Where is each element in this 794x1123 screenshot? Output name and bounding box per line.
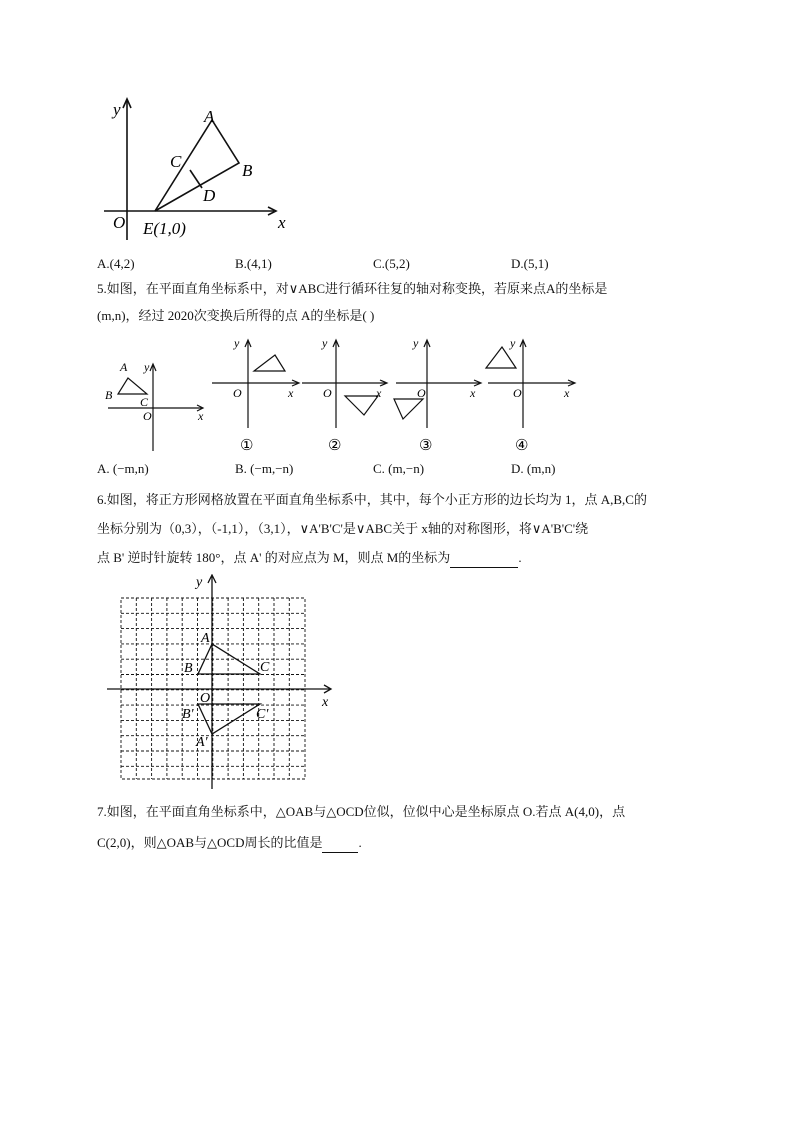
q6-text-line3: 点 B' 逆时针旋转 180°，点 A' 的对应点为 M，则点 M的坐标为 . xyxy=(97,549,522,568)
fig1-x-label: x xyxy=(278,213,286,232)
svg-text:O: O xyxy=(233,386,242,400)
svg-text:A': A' xyxy=(196,735,208,750)
q5-text-line1: 5.如图，在平面直角坐标系中，对∨ABC进行循环往复的轴对称变换，若原来点A的坐标是 xyxy=(97,281,608,296)
svg-text:x: x xyxy=(564,386,570,400)
svg-text:x: x xyxy=(198,409,204,423)
svg-text:A: A xyxy=(201,631,210,646)
svg-text:A: A xyxy=(120,360,128,374)
fig1-point-a: A xyxy=(204,107,215,126)
triangle-a1b1c1 xyxy=(198,704,260,734)
svg-text:x: x xyxy=(470,386,476,400)
svg-text:O: O xyxy=(513,386,522,400)
segment-cd xyxy=(190,170,202,188)
answer-blank[interactable] xyxy=(450,549,518,568)
figure-q5 xyxy=(100,333,590,458)
svg-text:y: y xyxy=(510,336,516,350)
svg-text:B: B xyxy=(184,661,193,676)
fig1-origin-label: O xyxy=(113,213,126,232)
svg-text:O: O xyxy=(143,409,152,423)
q6-text-line2: 坐标分别为（0,3），（-1,1），（3,1），∨A'B'C'是∨ABC关于 x轴的对称图形，将∨A'B'C'绕 xyxy=(97,521,589,536)
fig1-point-b: B xyxy=(242,161,253,180)
q5-option-d: D. (m,n) xyxy=(511,461,556,476)
panel-number-3: ③ xyxy=(419,438,433,454)
panel4-triangle xyxy=(486,347,516,368)
triangle-abe xyxy=(155,120,239,211)
svg-text:x: x xyxy=(376,386,382,400)
q7-text-line1: 7.如图，在平面直角坐标系中，△OAB与△OCD位似，位似中心是坐标原点 O.若点 A(4,0)，点 xyxy=(97,804,626,819)
fig1-point-d: D xyxy=(203,186,216,205)
panel-number-1: ① xyxy=(240,438,254,454)
figure-q4 xyxy=(96,95,306,245)
q5-option-c: C. (m,−n) xyxy=(373,461,425,476)
panel-number-4: ④ xyxy=(515,438,529,454)
q6-text-line1: 6.如图，将正方形网格放置在平面直角坐标系中，其中，每个小正方形的边长均为 1，点 A,B,C的 xyxy=(97,492,647,507)
panel-number-2: ② xyxy=(328,438,342,454)
q5-option-a: A. (−m,n) xyxy=(97,461,149,476)
svg-text:O: O xyxy=(417,386,426,400)
svg-text:C: C xyxy=(260,660,270,675)
svg-text:y: y xyxy=(322,336,328,350)
panel3-triangle xyxy=(394,399,423,419)
fig1-point-e: E(1,0) xyxy=(143,219,186,238)
panel1-triangle xyxy=(254,355,285,371)
svg-text:x: x xyxy=(288,386,294,400)
q7-text-line2: C(2,0)，则△OAB与△OCD周长的比值是 . xyxy=(97,834,362,853)
figure-q6-grid xyxy=(104,574,344,790)
svg-text:B: B xyxy=(105,388,113,402)
svg-text:y: y xyxy=(234,336,240,350)
svg-text:B': B' xyxy=(182,707,194,722)
svg-text:C': C' xyxy=(256,707,269,722)
original-triangle xyxy=(118,378,147,394)
svg-text:O: O xyxy=(200,691,211,706)
fig1-y-label: y xyxy=(113,100,121,119)
q5-text-line2: (m,n)，经过 2020次变换后所得的点 A的坐标是( ) xyxy=(97,308,375,323)
svg-text:y: y xyxy=(196,575,203,590)
panel2-triangle xyxy=(345,396,378,415)
q4-option-d: D.(5,1) xyxy=(511,256,549,271)
svg-text:y: y xyxy=(413,336,419,350)
q4-option-b: B.(4,1) xyxy=(235,256,272,271)
answer-blank-q7[interactable] xyxy=(322,834,358,853)
q5-option-b: B. (−m,−n) xyxy=(235,461,294,476)
fig1-point-c: C xyxy=(170,152,182,171)
svg-text:x: x xyxy=(322,695,329,710)
svg-text:C: C xyxy=(140,395,149,409)
q4-option-c: C.(5,2) xyxy=(373,256,410,271)
svg-text:y: y xyxy=(144,360,150,374)
q4-option-a: A.(4,2) xyxy=(97,256,135,271)
svg-text:O: O xyxy=(323,386,332,400)
